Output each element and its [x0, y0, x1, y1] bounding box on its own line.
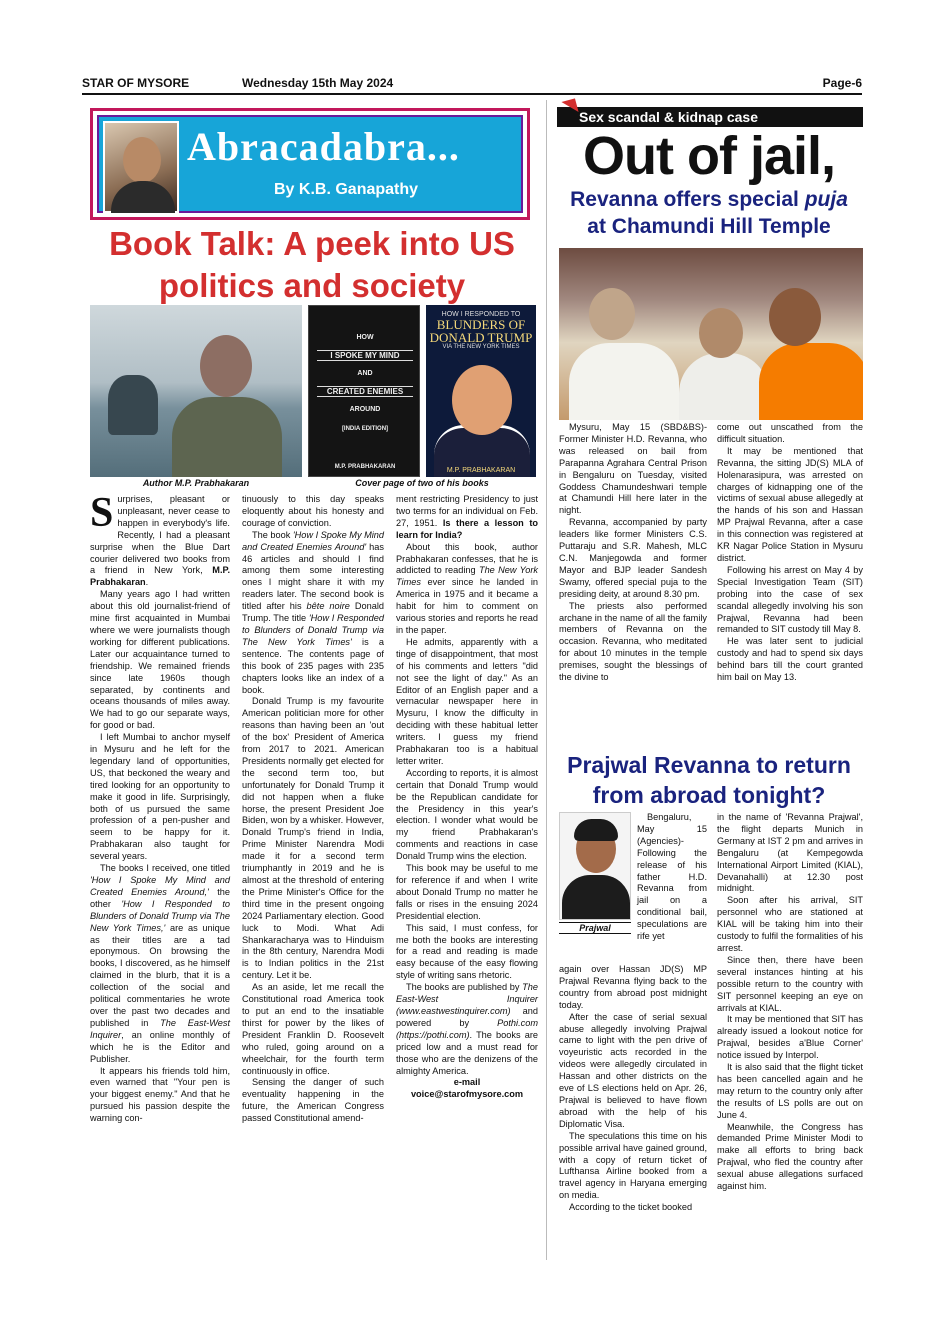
story1-column-2: come out unscathed from the difficult situation. It may be mentioned that Revanna, the sitting JD(S) MLA of Holenarasipura, was arrested on charges of kidnapping one of the victims of sexual abuse allegedly at the hands of his son and Hassan MP Prajwal Revanna, after a case in this connection was registered at KR Nagar Police Station in Mysuru district. Following his arrest on May 4 by Special Investigation Team (SIT) probing into the case of sex scandal allegedly involving his son Prajwal, Revanna had been remanded to SIT custody till May 8. He was later sent to judicial custody and had to spend six days behind bars till the court granted him bail on May 13. — [717, 422, 863, 683]
drop-cap: S — [90, 490, 114, 536]
email-address: voice@starofmysore.com — [410, 1089, 524, 1100]
news-column — [555, 100, 863, 1270]
column-article — [82, 100, 542, 1260]
book1-line-3: AND — [357, 370, 373, 377]
book1-line-5: AROUND — [349, 406, 381, 413]
masthead-rule — [82, 93, 862, 95]
story2-column-2: in the name of 'Revanna Prajwal', the flight departs Munich in Germany at IST 2 pm and arrives in Bengaluru (at Kempegowda International Airport Limited (KIAL), Devanahalli) at 12.30 post midnight. Soon after his arrival, SIT personnel who are stationed at KIAL will be taking him into their custody to fulfil the formalities of his arrest. Since then, there have been several instances hinting at his possible return to the country with SIT personnel keeping an eye on arrivals at KIAL. It may be mentioned that SIT has already issued a lookout notice for Prajwal, besides a'Blue Corner' notice issued by Interpol. It is also said that the flight ticket has been cancelled again and he may return to the country only after the results of LS polls are out on June 4. Meanwhile, the Congress has demanded Prime Minister Modi to make all efforts to bring back Prajwal, who fled the country after sexual abuse allegations surfaced against him. — [717, 812, 863, 1192]
author-photo-caption: Author M.P. Prabhakaran — [142, 478, 250, 488]
story2-headline: Prajwal Revanna to return from abroad tonight? — [567, 752, 851, 808]
issue-date: Wednesday 15th May 2024 — [242, 76, 394, 90]
book2-line-3: VIA THE NEW YORK TIMES — [442, 344, 520, 350]
columnist-photo — [103, 121, 179, 213]
article-column-3: ment restricting Presidency to just two terms for an individual on Feb. 27, 1951. Is there a lesson to learn for India? About this book, author Prabhakaran confesses, that he is addicted to reading The New York Times ever since he landed in America in 1975 and it became a habit for him to comment on various stories and reports he read in the paper. He admits, apparently with a tinge of disappointment, that most of his comments and letters "did not see the light of day." As an Editor of an English paper and a vernacular newspaper here in Mysuru, I know the difficulty in deciding with these habitual letter writers. I guess my friend Prabhakaran too is a habitual letter writer. According to reports, it is almost certain that Donald Trump would be the Republican candidate for the Presidency in this year's election. I wonder what would be my friend Prabhakaran's comments and reactions in case Donald Trump wins the election. This book may be useful to me for reference if and when I write about Donald Trump no matter he falls or rises in the ensuing 2024 Presidential election. This said, I must confess, for me both the books are interesting for a read and reading is made easy because of the easy flowing style of writing sans rhetoric. The books are published by The East-West Inquirer (www.eastwestinquirer.com) and powered by Pothi.com (https://pothi.com). The books are priced low and a must read for those who are the denizens of the almighty America. e-mail voice@starofmysore.com — [396, 494, 538, 1100]
story2-column-1-narrow: Bengaluru, May 15 (Agencies)- Following the release of his father H.D. Revanna from jail on a conditional bail, speculations are rife yet — [637, 812, 707, 942]
email-label: e-mail — [453, 1077, 481, 1088]
column-byline: By K.B. Ganapathy — [274, 181, 419, 198]
column-banner — [90, 108, 530, 220]
covers-caption: Cover page of two of his books — [355, 478, 489, 488]
book1-line-1: HOW — [356, 334, 374, 341]
book1-author: M.P. PRABHAKARAN — [334, 464, 396, 470]
book1-line-2: I SPOKE MY MIND — [317, 350, 413, 361]
prajwal-photo — [559, 812, 631, 920]
column-title: Abracadabra... — [187, 124, 460, 169]
book2-line-1: HOW I RESPONDED TO — [441, 311, 521, 318]
article-column-2: tinuously to this day speaks eloquently about his honesty and courage of conviction. The book 'How I Spoke My Mind and Created Enemies Around' has 46 articles and should I find among them some interesting ones I might share it with my readers later. The second book is titled after his bête noire Donald Trump. The title 'How I Responded to Blunders of Donald Trump via The New York Times' is a sentence. The contents page of this book of 235 pages with 235 chapters looks like an index of a book. Donald Trump is my favourite American politician more for other reasons than having been an 'out of the box' President of America from 2017 to 2021. American Presidents normally get elected for the second term too, but unfortunately for Donald Trump it did not happen when a fluke horse, the present President Joe Biden, won by a whisker. However, Donald Trump's friend in India, Prime Minister Narendra Modi made it for a second term triumphantly in 2019 and he is almost at the threshold of entering the Prime Minister's Office for the third time in the present ongoing 2024 Parliamentary election. Good luck to Modi. What Adi Shankaracharya was to Hinduism in the 8th century, Narendra Modi is to Indian politics in the 21st century. Let it be. As an aside, let me recall the Constitutional road America took to put an end to the insatiable thirst for power by the likes of President Franklin D. Roosevelt who ruled, going around on a wheelchair, for the fourth term continuously in office. Sensing the danger of such eventuality happening in the future, the American Congress passed Constitutional amend- — [242, 494, 385, 1124]
paper-name: STAR OF MYSORE — [82, 76, 190, 90]
prajwal-photo-caption: Prajwal — [559, 922, 631, 934]
story-kicker: Sex scandal & kidnap case — [557, 107, 863, 127]
story1-headline: Out of jail, — [583, 126, 835, 186]
masthead — [82, 76, 862, 92]
page-number: Page-6 — [822, 76, 862, 90]
headline-line-1: Book Talk: A peek into US — [109, 225, 515, 262]
book1-line-4: CREATED ENEMIES — [317, 386, 413, 397]
story1-subhead: Revanna offers special puja at Chamundi Hill Temple — [570, 188, 848, 238]
story1-column-1: Mysuru, May 15 (SBD&BS)- Former Minister H.D. Revanna, who was released on bail from Parapanna Agrahara Central Prison in Bengaluru on Tuesday, visited Goddess Chamundeshwari temple at Chamundi Hill here later in the night. Revanna, accompanied by party leaders like former Ministers C.S. Puttaraju and S.R. Mahesh, MLC C.N. Manjegowda and former Mayor and BJP leader Sandesh Swamy, offered special puja to the presiding deity, at around 8.30 pm. The priests also performed archane in the name of all the family members of Revanna on the occasion. Revanna, who meditated for about 10 minutes in the temple premises, sought the blessings of the divine to — [559, 422, 707, 683]
author-photo — [90, 305, 302, 477]
book-cover-1 — [308, 305, 420, 477]
book2-author: M.P. PRABHAKARAN — [446, 467, 516, 474]
column-divider — [546, 100, 547, 1260]
book1-line-6: [INDIA EDITION] — [341, 426, 389, 432]
article-headline — [82, 223, 542, 307]
story2-column-1: again over Hassan JD(S) MP Prajwal Revanna flying back to the country from abroad post midnight today. After the case of serial sexual abuse allegedly involving Prajwal came to light with the pen drive of voyeuristic acts recorded in the videos were allegedly circulated in Hassan and other districts on the eve of LS elections held on Apr. 26, Prajwal is believed to have flown abroad with the help of his Diplomatic Visa. The speculations this time on his possible arrival have gained ground, with a copy of return ticket of Lufthansa Airline booked from a travel agency in Haryana emerging on media. According to the ticket booked — [559, 964, 707, 1213]
book2-line-2: BLUNDERS OF DONALD TRUMP — [429, 317, 533, 345]
article-column-1: Surprises, pleasant or unpleasant, never cease to happen in everybody's life. Recently, I had a pleasant surprise when the Blue Dart courier delivered two books from a friend in New York, M.P. Prabhakaran. Many years ago I had written about this old journalist-friend of mine first acquainted in Mumbai where we were journalists though working for different publications. Later our acquaintance turned to friendship. We remained friends since late 1960s though separated, by continents and oceans thousands of miles away. We had to go our separate ways, for good or bad. I left Mumbai to anchor myself in Mysuru and he left for the legendary land of opportunities, US, that beckoned the weary and tired looking for an opportunity to make it good in life. Surprisingly, both of us pursued the same profession of a pen-pusher and seem to be happy for it. Prabhakaran also taught for several years. The books I received, one titled 'How I Spoke My Mind and Created Enemies Around,' the other 'How I Responded to Blunders of Donald Trump via The New York Times,' are as unique as their titles are a tad eponymous. On browsing the books, I discovered, as he himself claimed in the blurb, that it is a collection of the social and political commentaries he wrote over the past two decades and published in The East-West Inquirer, an online monthly of which he is the Editor and Publisher. It appears his friends told him, even warned that "Your pen is your biggest enemy." And that he pursued his passion despite the warning con- — [90, 490, 231, 1124]
headline-line-2: politics and society — [158, 267, 466, 304]
temple-photo — [559, 248, 863, 420]
book-cover-2 — [426, 305, 536, 477]
